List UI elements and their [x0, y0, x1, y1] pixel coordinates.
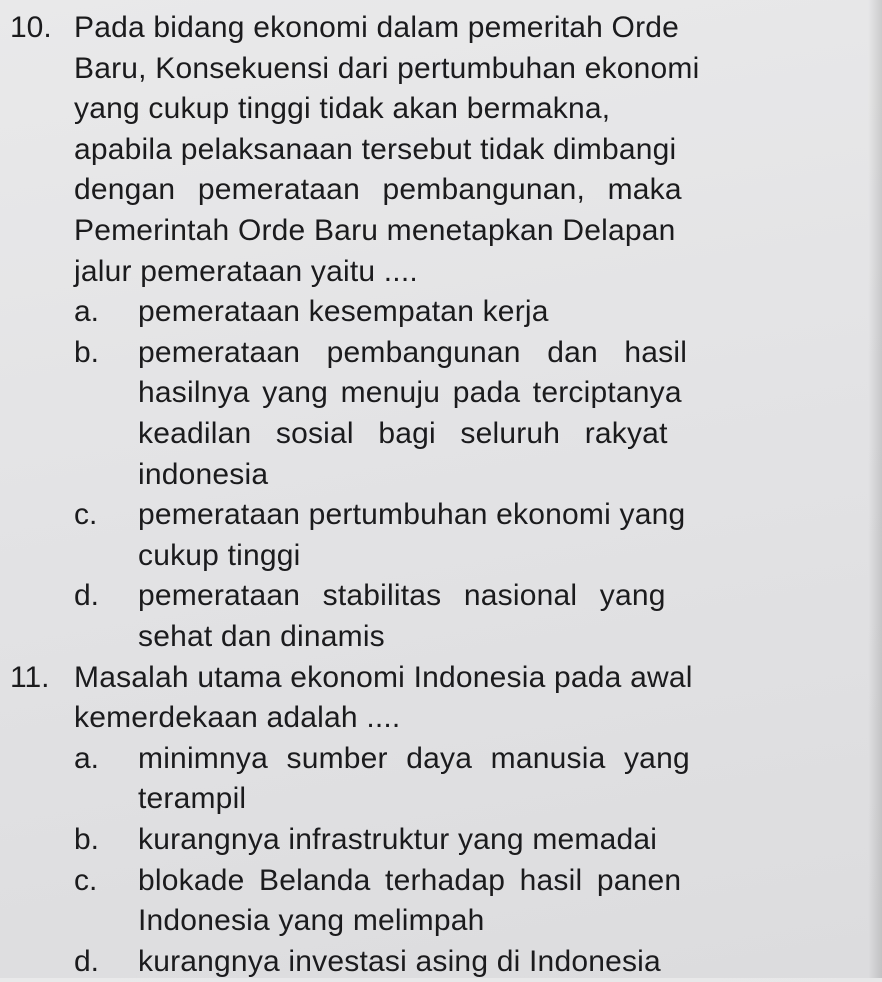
q11-option-a-text-2[interactable]: terampil: [138, 782, 247, 816]
q11-option-a-text-1[interactable]: minimnya sumber daya manusia yang: [138, 741, 690, 775]
q10-option-c-text-1[interactable]: pemerataan pertumbuhan ekonomi yang: [138, 498, 686, 532]
page-edge-shadow: [868, 0, 882, 978]
q11-option-d-text[interactable]: kurangnya investasi asing di Indonesia: [138, 944, 661, 978]
q11-option-b-letter: b.: [74, 823, 100, 856]
question-10-text-6: Pemerintah Orde Baru menetapkan Delapan: [74, 214, 676, 247]
q10-option-a-letter: a.: [74, 295, 100, 329]
q10-option-c-text-2[interactable]: cukup tinggi: [138, 538, 301, 572]
q10-option-d-letter: d.: [74, 579, 100, 613]
q11-option-a-letter: a.: [74, 741, 100, 775]
q10-option-b-text-1[interactable]: pemerataan pembangunan dan hasil: [138, 335, 688, 369]
question-10-text-7: jalur pemerataan yaitu ....: [74, 254, 418, 288]
question-10-text-1: Pada bidang ekonomi dalam pemeritah Orde: [74, 11, 680, 44]
q11-option-c-text-2[interactable]: Indonesia yang melimpah: [138, 904, 485, 938]
q11-option-c-text-1[interactable]: blokade Belanda terhadap hasil panen: [138, 863, 682, 897]
question-10-number: 10.: [10, 11, 52, 44]
q11-option-b-text[interactable]: kurangnya infrastruktur yang memadai: [138, 823, 658, 856]
q10-option-b-text-2[interactable]: hasilnya yang menuju pada terciptanya: [138, 376, 682, 410]
q10-option-b-text-3[interactable]: keadilan sosial bagi seluruh rakyat: [138, 417, 668, 450]
q11-option-d-letter: d.: [74, 944, 100, 978]
question-10-text-4: apabila pelaksanaan tersebut tidak dimbangi: [74, 132, 677, 166]
q10-option-d-text-2[interactable]: sehat dan dinamis: [138, 620, 385, 653]
q11-option-c-letter: c.: [74, 863, 98, 897]
q10-option-c-letter: c.: [74, 498, 98, 532]
question-10-text-5: dengan pemerataan pembangunan, maka: [74, 173, 682, 207]
q10-option-b-text-4[interactable]: indonesia: [138, 457, 269, 491]
question-10-text-3: [74, 89, 860, 129]
text-3: yang cukup tinggi tidak akan bermakna,: [74, 92, 611, 126]
q10-option-b-letter: b.: [74, 335, 100, 369]
question-11-text-1: Masalah utama ekonomi Indonesia pada awal: [74, 660, 693, 694]
q10-option-a-text[interactable]: pemerataan kesempatan kerja: [138, 295, 549, 329]
question-11-text-2: kemerdekaan adalah ....: [74, 701, 401, 735]
q10-option-d-text-1[interactable]: pemerataan stabilitas nasional yang: [138, 579, 666, 613]
question-11-number: 11.: [10, 660, 50, 694]
question-10-text-2: Baru, Konsekuensi dari pertumbuhan ekonomi: [74, 51, 700, 85]
